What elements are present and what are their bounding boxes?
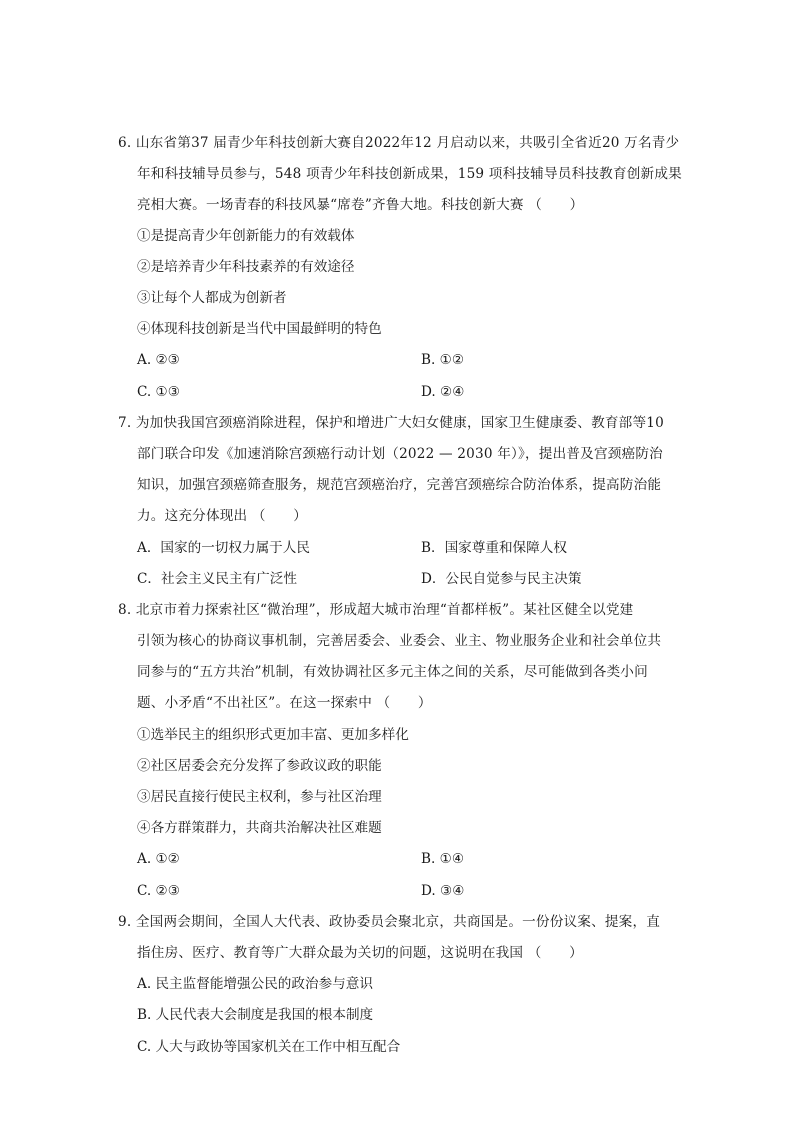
question-9-option-b: B. 人民代表大会制度是我国的根本制度 (137, 1007, 374, 1023)
question-6-line-2: 年和科技辅导员参与，548 项青少年科技创新成果，159 项科技辅导员科技教育创新成果 (137, 166, 682, 182)
question-8-statement-3: ③居民直接行使民主权利，参与社区治理 (137, 789, 382, 805)
question-6-option-c: C. ①③ (137, 384, 180, 400)
question-8-statement-1: ①选举民主的组织形式更加丰富、更加多样化 (137, 727, 409, 743)
question-9-option-a: A. 民主监督能增强公民的政治参与意识 (137, 976, 373, 992)
question-6-line-1: 6. 山东省第37 届青少年科技创新大赛自2022年12 月启动以来，共吸引全省近20 万名青少 (118, 135, 680, 151)
question-8-line-4: 题、小矛盾“不出社区”。在这一探索中 （ ） (137, 695, 432, 711)
question-6-statement-3: ③让每个人都成为创新者 (137, 290, 287, 306)
question-6-statement-4: ④体现科技创新是当代中国最鲜明的特色 (137, 321, 382, 337)
question-9-line-2: 指住房、医疗、教育等广大群众最为关切的问题，这说明在我国 （ ） (137, 945, 583, 961)
question-7-option-a: A．国家的一切权力属于人民 (137, 540, 310, 556)
question-7-line-2: 部门联合印发《加速消除宫颈癌行动计划（2022 — 2030 年）》，提出普及宫颈癌防治 (137, 446, 663, 462)
question-6-option-a: A. ②③ (137, 352, 180, 368)
question-8-option-a: A. ①② (137, 851, 180, 867)
question-8-statement-4: ④各方群策群力，共商共治解决社区难题 (137, 820, 382, 836)
question-7-option-d: D．公民自觉参与民主决策 (421, 571, 582, 587)
question-8-line-1: 8. 北京市着力探索社区“微治理”，形成超大城市治理“首都样板”。某社区健全以党建 (118, 602, 634, 618)
question-6-option-b: B. ①② (421, 352, 465, 368)
question-7-option-c: C．社会主义民主有广泛性 (137, 571, 297, 587)
question-6-option-d: D. ②④ (421, 384, 465, 400)
question-7-line-4: 力。这充分体现出 （ ） (137, 508, 308, 524)
question-8-option-d: D. ③④ (421, 883, 465, 899)
question-8-line-2: 引领为核心的协商议事机制，完善居委会、业委会、业主、物业服务企业和社会单位共 (137, 633, 662, 649)
question-9-line-1: 9. 全国两会期间，全国人大代表、政协委员会聚北京，共商国是。一份份议案、提案，直 (118, 914, 661, 930)
question-6-line-3: 亮相大赛。一场青春的科技风暴“席卷”齐鲁大地。科技创新大赛 （ ） (137, 197, 584, 213)
question-8-option-c: C. ②③ (137, 883, 180, 899)
question-6-statement-2: ②是培养青少年科技素养的有效途径 (137, 259, 355, 275)
question-7-line-3: 知识，加强宫颈癌筛查服务，规范宫颈癌治疗，完善宫颈癌综合防治体系，提高防治能 (137, 477, 662, 493)
question-8-option-b: B. ①④ (421, 851, 465, 867)
question-7-option-b: B．国家尊重和保障人权 (421, 540, 567, 556)
question-9-option-c: C. 人大与政协等国家机关在工作中相互配合 (137, 1039, 401, 1055)
question-8-line-3: 同参与的“五方共治”机制，有效协调社区多元主体之间的关系，尽可能做到各类小问 (137, 664, 648, 680)
question-6-statement-1: ①是提高青少年创新能力的有效载体 (137, 228, 355, 244)
question-8-statement-2: ②社区居委会充分发挥了参政议政的职能 (137, 758, 382, 774)
question-7-line-1: 7. 为加快我国宫颈癌消除进程，保护和增进广大妇女健康，国家卫生健康委、教育部等10 (118, 415, 664, 431)
